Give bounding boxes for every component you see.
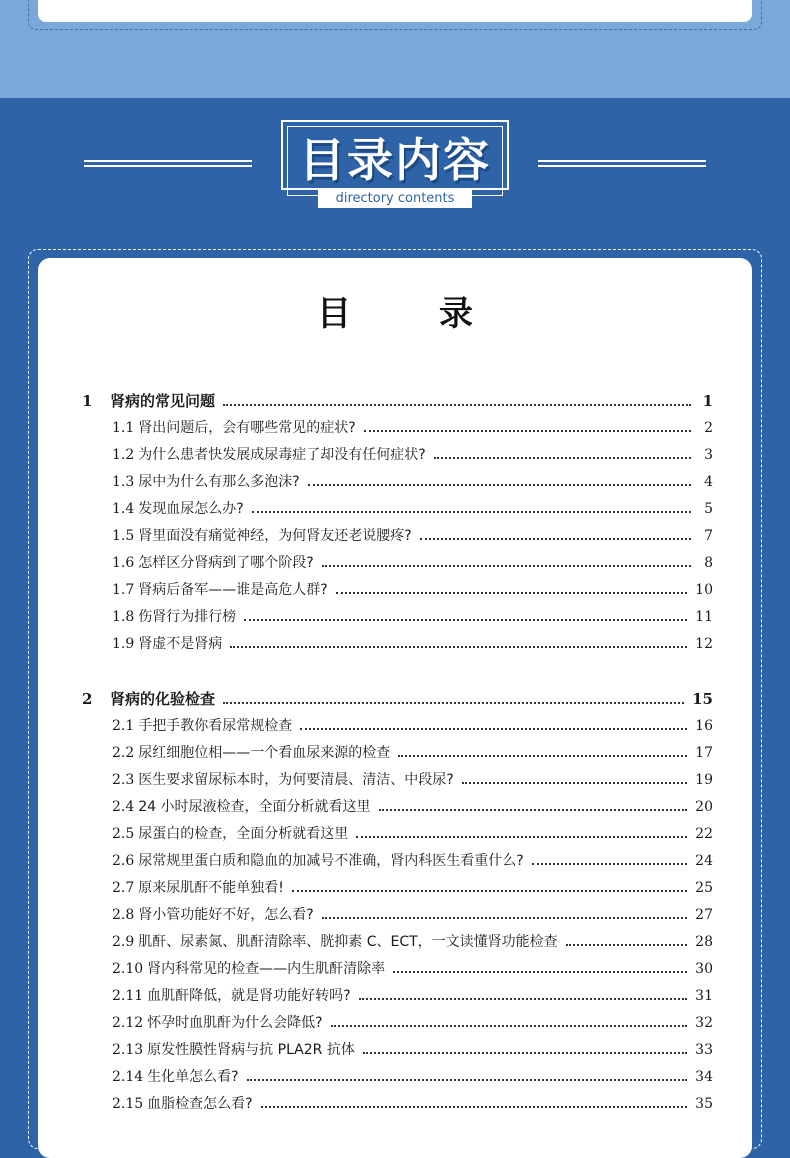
- dot-leader: [244, 619, 687, 621]
- toc-section-entry[interactable]: [112, 823, 713, 845]
- dot-leader: [462, 782, 687, 784]
- entry-page-number: 35: [695, 1096, 713, 1112]
- toc-section-entry[interactable]: [112, 985, 713, 1007]
- entry-page-number: 22: [695, 826, 713, 842]
- toc-section-entry[interactable]: [112, 796, 713, 818]
- entry-number: 2.5: [112, 826, 135, 842]
- entry-page-number: 20: [695, 799, 713, 815]
- toc-section-entry[interactable]: [112, 958, 713, 980]
- entry-page-number: 15: [692, 690, 713, 708]
- toc-section-entry[interactable]: [112, 1012, 713, 1034]
- entry-number: 2.14: [112, 1069, 144, 1085]
- toc-section-entry[interactable]: [112, 904, 713, 926]
- entry-title: 生化单怎么看?: [147, 1069, 239, 1085]
- dot-leader: [223, 404, 691, 406]
- dot-leader: [393, 971, 687, 973]
- entry-title: 肾病的常见问题: [110, 392, 216, 410]
- dot-leader: [322, 917, 687, 919]
- entry-title: 血肌酐降低，就是肾功能好转吗?: [147, 988, 351, 1004]
- entry-page-number: 7: [704, 528, 713, 544]
- entry-number: 2.8: [112, 907, 135, 923]
- entry-page-number: 27: [695, 907, 713, 923]
- section-banner: [281, 120, 509, 204]
- dot-leader: [322, 565, 691, 567]
- dot-leader: [247, 1079, 688, 1081]
- dot-leader: [230, 646, 687, 648]
- dot-leader: [300, 728, 687, 730]
- entry-number: 2.1: [112, 718, 135, 734]
- dot-leader: [308, 484, 691, 486]
- entry-title: 24 小时尿液检查，全面分析就看这里: [138, 799, 371, 815]
- entry-page-number: 5: [704, 501, 713, 517]
- entry-page-number: 28: [695, 934, 713, 950]
- entry-page-number: 30: [695, 961, 713, 977]
- entry-title: 原发性膜性肾病与抗 PLA2R 抗体: [147, 1042, 355, 1058]
- left-double-line: [84, 160, 252, 168]
- entry-page-number: 1: [702, 392, 713, 410]
- entry-page-number: 17: [695, 745, 713, 761]
- toc-section-entry[interactable]: [112, 606, 713, 628]
- entry-number: 2.2: [112, 745, 135, 761]
- entry-page-number: 25: [695, 880, 713, 896]
- entry-title: 肾虚不是肾病: [138, 636, 223, 652]
- entry-number: 1: [82, 392, 93, 410]
- dot-leader: [379, 809, 688, 811]
- toc-section-entry[interactable]: [112, 850, 713, 872]
- entry-title: 血脂检查怎么看?: [147, 1096, 253, 1112]
- entry-page-number: 31: [695, 988, 713, 1004]
- toc-section-entry[interactable]: [112, 444, 713, 466]
- entry-title: 医生要求留尿标本时，为何要清晨、清洁、中段尿?: [138, 772, 454, 788]
- entry-page-number: 32: [695, 1015, 713, 1031]
- dot-leader: [532, 863, 687, 865]
- entry-title: 尿常规里蛋白质和隐血的加减号不准确，肾内科医生看重什么?: [138, 853, 524, 869]
- toc-section-entry[interactable]: [112, 525, 713, 547]
- entry-number: 2.6: [112, 853, 135, 869]
- entry-number: 2.15: [112, 1096, 144, 1112]
- entry-number: 1.5: [112, 528, 135, 544]
- dot-leader: [252, 511, 691, 513]
- dot-leader: [398, 755, 687, 757]
- dot-leader: [261, 1106, 688, 1108]
- entry-title: 肾内科常见的检查——内生肌酐清除率: [147, 961, 386, 977]
- entry-page-number: 2: [704, 420, 713, 436]
- toc-chapter-entry[interactable]: [82, 390, 713, 412]
- toc-section-entry[interactable]: [112, 552, 713, 574]
- entry-title: 肾小管功能好不好，怎么看?: [138, 907, 314, 923]
- entry-title: 尿中为什么有那么多泡沫?: [138, 474, 300, 490]
- banner-title: 目录内容: [299, 133, 491, 187]
- dot-leader: [223, 702, 684, 704]
- dot-leader: [363, 1052, 687, 1054]
- entry-page-number: 3: [704, 447, 713, 463]
- entry-title: 原来尿肌酐不能单独看!: [138, 880, 284, 896]
- dot-leader: [434, 457, 691, 459]
- toc-section-entry[interactable]: [112, 633, 713, 655]
- entry-page-number: 12: [695, 636, 713, 652]
- document-title-char-1: 目: [317, 294, 351, 334]
- toc-section-entry[interactable]: [112, 769, 713, 791]
- entry-title: 尿蛋白的检查，全面分析就看这里: [138, 826, 349, 842]
- entry-title: 怀孕时血肌酐为什么会降低?: [147, 1015, 323, 1031]
- entry-title: 肾病的化验检查: [110, 690, 216, 708]
- entry-number: 1.8: [112, 609, 135, 625]
- toc-section-entry[interactable]: [112, 931, 713, 953]
- right-double-line: [538, 160, 706, 168]
- dot-leader: [356, 836, 687, 838]
- toc-section-entry[interactable]: [112, 579, 713, 601]
- entry-number: 1.4: [112, 501, 135, 517]
- toc-section-entry[interactable]: [112, 1039, 713, 1061]
- entry-number: 2.11: [112, 988, 144, 1004]
- entry-title: 肾出问题后，会有哪些常见的症状?: [138, 420, 356, 436]
- entry-number: 2: [82, 690, 93, 708]
- entry-title: 肾病后备军——谁是高危人群?: [138, 582, 328, 598]
- toc-section-entry[interactable]: [112, 877, 713, 899]
- toc-section-entry[interactable]: [112, 498, 713, 520]
- entry-number: 1.7: [112, 582, 135, 598]
- dot-leader: [359, 998, 688, 1000]
- document-title-char-2: 录: [439, 294, 473, 334]
- entry-title: 伤肾行为排行榜: [138, 609, 237, 625]
- entry-page-number: 34: [695, 1069, 713, 1085]
- dot-leader: [566, 944, 688, 946]
- toc-section-entry[interactable]: [112, 471, 713, 493]
- entry-title: 发现血尿怎么办?: [138, 501, 244, 517]
- entry-page-number: 24: [695, 853, 713, 869]
- entry-page-number: 8: [704, 555, 713, 571]
- toc-section-entry[interactable]: [112, 1066, 713, 1088]
- entry-page-number: 11: [695, 609, 713, 625]
- toc-section-entry[interactable]: [112, 742, 713, 764]
- entry-number: 1.1: [112, 420, 135, 436]
- entry-number: 2.10: [112, 961, 144, 977]
- entry-title: 尿红细胞位相——一个看血尿来源的检查: [138, 745, 391, 761]
- toc-card: [38, 258, 752, 1158]
- entry-number: 2.12: [112, 1015, 144, 1031]
- entry-number: 2.7: [112, 880, 135, 896]
- entry-title: 为什么患者快发展成尿毒症了却没有任何症状?: [138, 447, 426, 463]
- entry-page-number: 33: [695, 1042, 713, 1058]
- entry-page-number: 19: [695, 772, 713, 788]
- document-title: [38, 286, 752, 335]
- dot-leader: [331, 1025, 688, 1027]
- entry-title: 肌酐、尿素氮、肌酐清除率、胱抑素 C、ECT，一文读懂肾功能检查: [138, 934, 558, 950]
- entry-number: 2.4: [112, 799, 135, 815]
- entry-number: 2.3: [112, 772, 135, 788]
- dot-leader: [364, 430, 691, 432]
- dot-leader: [420, 538, 691, 540]
- entry-number: 1.3: [112, 474, 135, 490]
- entry-page-number: 16: [695, 718, 713, 734]
- toc-section-entry[interactable]: [112, 1093, 713, 1115]
- entry-title: 手把手教你看尿常规检查: [138, 718, 293, 734]
- entry-number: 1.9: [112, 636, 135, 652]
- entry-title: 肾里面没有痛觉神经，为何肾友还老说腰疼?: [138, 528, 412, 544]
- toc-chapter-entry[interactable]: [82, 688, 713, 710]
- entry-page-number: 10: [695, 582, 713, 598]
- dot-leader: [336, 592, 687, 594]
- dot-leader: [292, 890, 687, 892]
- toc-section-entry[interactable]: [112, 417, 713, 439]
- entry-number: 2.9: [112, 934, 135, 950]
- entry-number: 2.13: [112, 1042, 144, 1058]
- banner-subtitle: directory contents: [318, 190, 472, 208]
- top-card: [38, 0, 752, 22]
- entry-number: 1.6: [112, 555, 135, 571]
- toc-section-entry[interactable]: [112, 715, 713, 737]
- entry-page-number: 4: [704, 474, 713, 490]
- entry-number: 1.2: [112, 447, 135, 463]
- entry-title: 怎样区分肾病到了哪个阶段?: [138, 555, 314, 571]
